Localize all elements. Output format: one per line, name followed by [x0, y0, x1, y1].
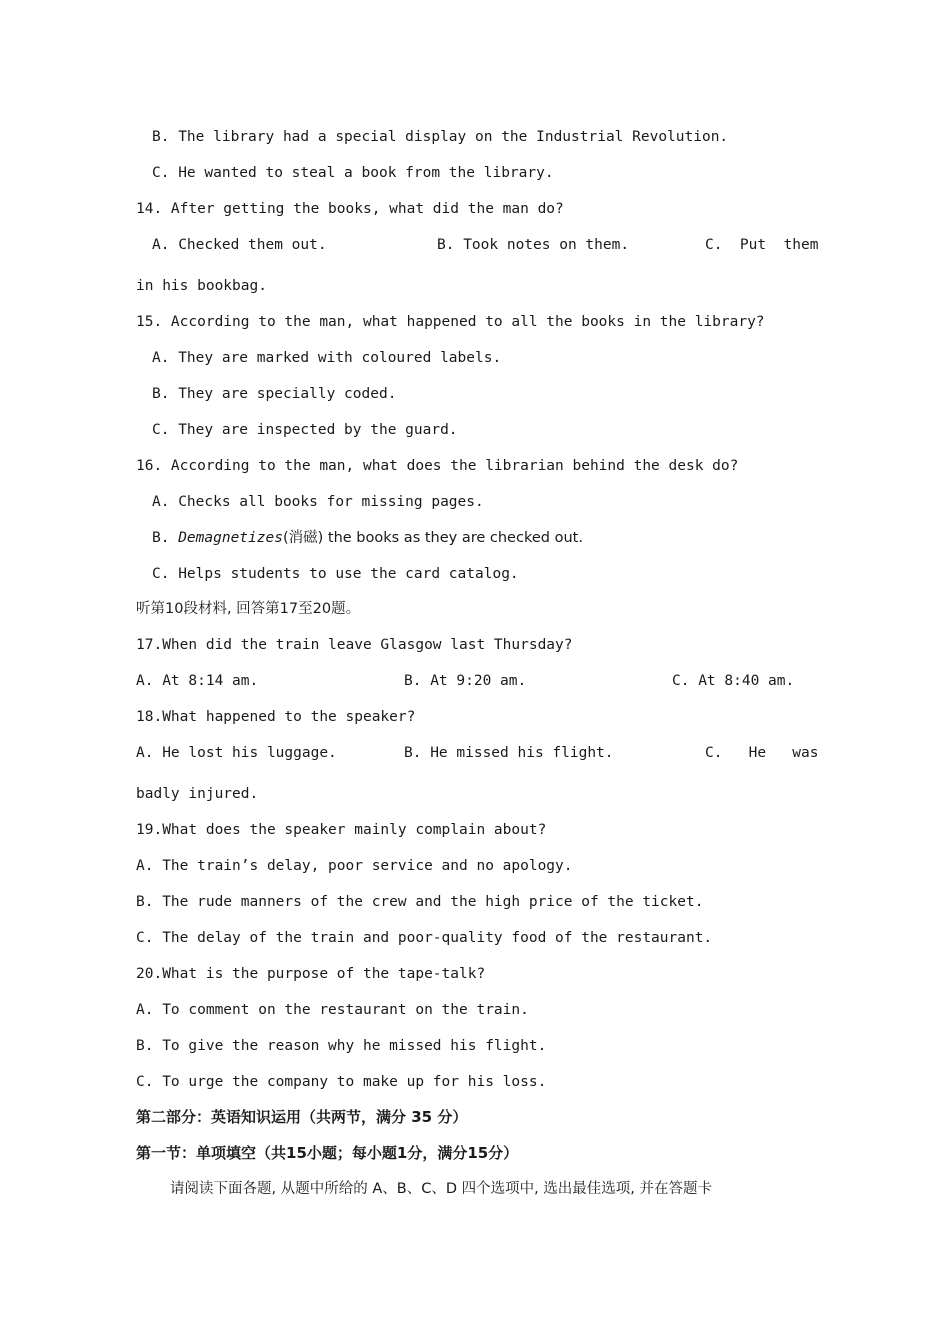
q15-option-b: B. They are specially coded. [152, 386, 397, 402]
q14-option-c-continued: in his bookbag. [136, 278, 267, 294]
q19-option-c: C. The delay of the train and poor-quality food of the restaurant. [136, 930, 713, 946]
q14-option-b: B. Took notes on them. [437, 237, 630, 253]
q20-option-b: B. To give the reason why he missed his flight. [136, 1038, 547, 1054]
q19-option-a: A. The train’s delay, poor service and no apology. [136, 858, 573, 874]
q16-option-b-term: Demagnetizes [178, 530, 283, 546]
question-16: 16. According to the man, what does the librarian behind the desk do? [136, 458, 739, 474]
q16-option-c: C. Helps students to use the card catalog. [152, 566, 519, 582]
section-1-heading: 第一节：单项填空（共15小题；每小题1分，满分15分） [136, 1144, 519, 1162]
q16-option-b-rest: (消磁) the books as they are checked out. [282, 530, 583, 546]
q16-option-b [152, 528, 583, 548]
part-2-heading: 第二部分：英语知识运用（共两节，满分 35 分） [136, 1108, 468, 1126]
q16-option-b-prefix: B. [152, 530, 179, 546]
q15-option-c: C. They are inspected by the guard. [152, 422, 458, 438]
q18-option-b: B. He missed his flight. [404, 745, 614, 761]
q18-option-a: A. He lost his luggage. [136, 745, 337, 761]
q13-option-b: B. The library had a special display on the Industrial Revolution. [152, 129, 729, 145]
section-10-heading: 听第10段材料, 回答第17至20题。 [136, 601, 361, 617]
q17-option-a: A. At 8:14 am. [136, 673, 259, 689]
question-20: 20.What is the purpose of the tape-talk? [136, 966, 486, 982]
question-15: 15. According to the man, what happened to all the books in the library? [136, 314, 765, 330]
q20-option-c: C. To urge the company to make up for his loss. [136, 1074, 547, 1090]
question-18: 18.What happened to the speaker? [136, 709, 416, 725]
question-14: 14. After getting the books, what did the man do? [136, 201, 564, 217]
q13-option-c: C. He wanted to steal a book from the library. [152, 165, 554, 181]
q18-option-c-continued: badly injured. [136, 786, 259, 802]
q17-option-b: B. At 9:20 am. [404, 673, 527, 689]
q14-option-a: A. Checked them out. [152, 237, 327, 253]
q14-option-c: C. Put them [705, 237, 819, 253]
q15-option-a: A. They are marked with coloured labels. [152, 350, 502, 366]
q19-option-b: B. The rude manners of the crew and the high price of the ticket. [136, 894, 704, 910]
q20-option-a: A. To comment on the restaurant on the train. [136, 1002, 529, 1018]
q17-option-c: C. At 8:40 am. [672, 673, 795, 689]
q16-option-a: A. Checks all books for missing pages. [152, 494, 484, 510]
q18-option-c: C. He was [705, 745, 819, 761]
question-17: 17.When did the train leave Glasgow last Thursday? [136, 637, 573, 653]
question-19: 19.What does the speaker mainly complain about? [136, 822, 547, 838]
instructions-text: 请阅读下面各题, 从题中所给的 A、B、C、D 四个选项中, 选出最佳选项, 并在答题卡 [170, 1181, 713, 1197]
